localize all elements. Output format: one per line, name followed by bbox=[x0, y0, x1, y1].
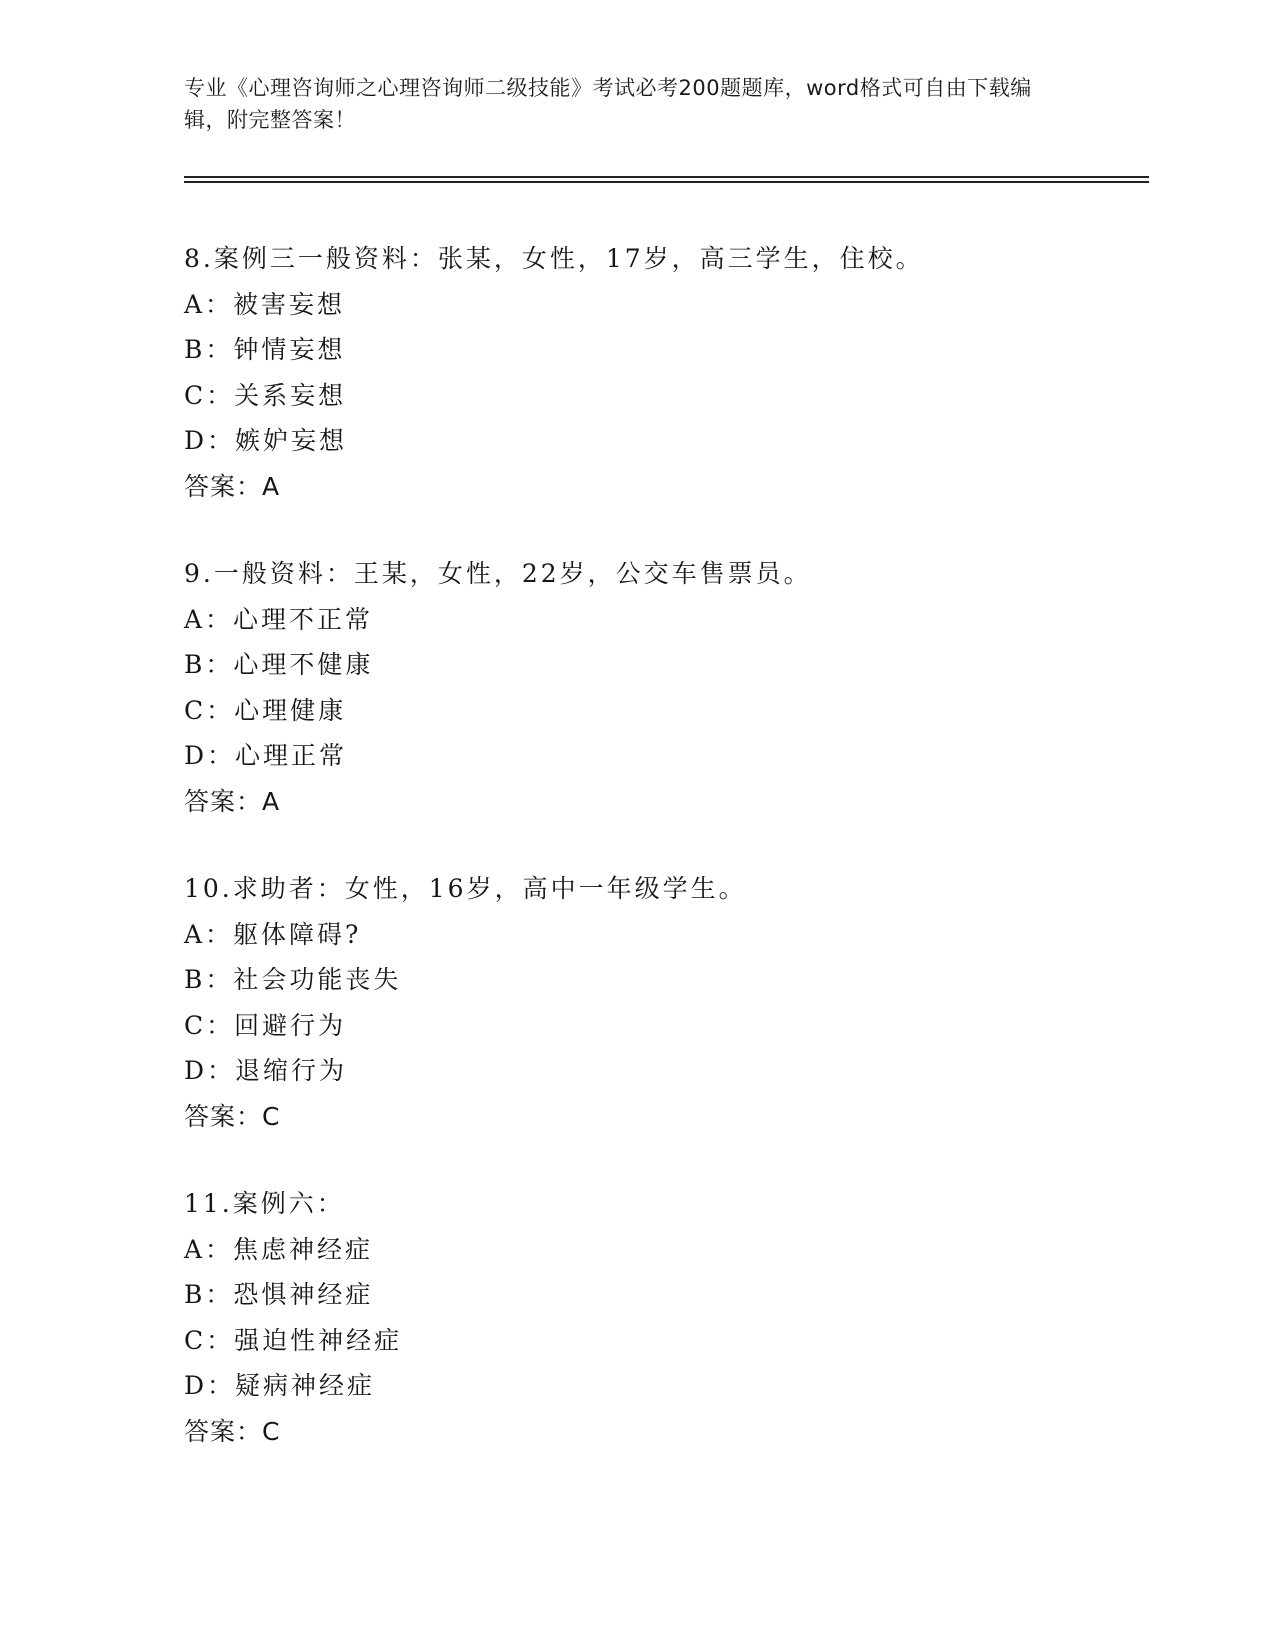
option-c: C：强迫性神经症 bbox=[184, 1325, 403, 1355]
option-c: C：关系妄想 bbox=[184, 380, 347, 410]
question-10 bbox=[184, 866, 1164, 1139]
option-d: D：心理正常 bbox=[184, 741, 348, 770]
question-8 bbox=[184, 236, 1164, 509]
option-b: B：心理不健康 bbox=[184, 650, 374, 679]
option-b: B：社会功能丧失 bbox=[184, 965, 402, 994]
option-b: B：恐惧神经症 bbox=[184, 1280, 374, 1309]
header-divider-bottom bbox=[184, 181, 1149, 183]
question-9 bbox=[184, 551, 1164, 824]
answer-line: 答案：C bbox=[184, 1101, 281, 1131]
question-stem: 8.案例三一般资料：张某，女性，17岁，高三学生，住校。 bbox=[184, 244, 924, 273]
header-divider-top bbox=[184, 176, 1149, 178]
question-11 bbox=[184, 1181, 1164, 1454]
answer-line: 答案：A bbox=[184, 471, 281, 501]
option-b: B：钟情妄想 bbox=[184, 335, 346, 364]
option-a: A：焦虑神经症 bbox=[184, 1234, 374, 1264]
option-d: D：退缩行为 bbox=[184, 1056, 348, 1085]
question-stem: 11.案例六： bbox=[184, 1189, 345, 1218]
option-a: A：心理不正常 bbox=[184, 604, 374, 634]
option-a: A：躯体障碍? bbox=[184, 919, 362, 949]
answer-line: 答案：C bbox=[184, 1416, 281, 1446]
option-d: D：疑病神经症 bbox=[184, 1371, 376, 1400]
option-d: D：嫉妒妄想 bbox=[184, 426, 348, 455]
question-stem: 10.求助者：女性，16岁，高中一年级学生。 bbox=[184, 874, 747, 903]
answer-line: 答案：A bbox=[184, 786, 281, 816]
option-a: A：被害妄想 bbox=[184, 289, 346, 319]
option-c: C：心理健康 bbox=[184, 695, 347, 725]
document-intro: 专业《心理咨询师之心理咨询师二级技能》考试必考200题题库，word格式可自由下载编辑，附完整答案！ bbox=[184, 76, 1032, 132]
question-stem: 9.一般资料：王某，女性，22岁，公交车售票员。 bbox=[184, 559, 812, 588]
option-c: C：回避行为 bbox=[184, 1010, 347, 1040]
